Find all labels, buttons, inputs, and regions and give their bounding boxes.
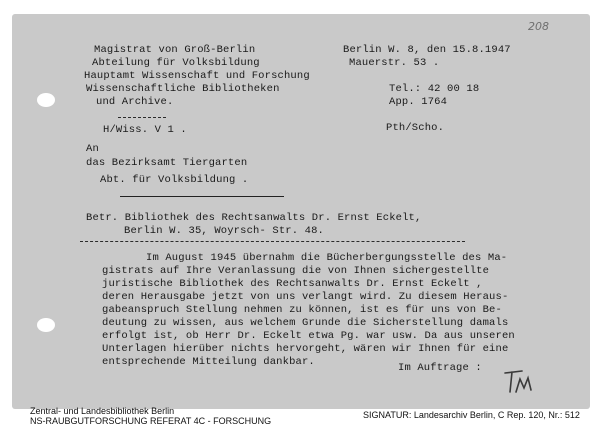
recipient-line-1: An: [86, 143, 99, 155]
footer-department: NS-RAUBGUTFORSCHUNG REFERAT 4C - FORSCHUNG: [30, 416, 272, 426]
recipient-line-3: Abt. für Volksbildung .: [100, 174, 249, 186]
recipient-underline: [120, 196, 284, 197]
footer-library: Zentral- und Landesbibliothek Berlin: [30, 406, 175, 416]
body-line-8: Unterlagen hierüber nichts hervorgeht, wären wir Ihnen für eine: [102, 343, 509, 355]
recipient-line-2: das Bezirksamt Tiergarten: [86, 157, 248, 169]
body-line-4: deren Herausgabe jetzt von uns verlangt wird. Zu diesem Heraus-: [102, 291, 509, 303]
footer-signature-ref: SIGNATUR: Landesarchiv Berlin, C Rep. 120, Nr.: 512: [363, 410, 580, 420]
phone-line-1: Tel.: 42 00 18: [389, 83, 480, 95]
body-line-3: juristische Bibliothek des Rechtsanwalts Dr. Ernst Eckelt ,: [102, 278, 483, 290]
archive-number: 208: [528, 20, 549, 33]
body-line-6: deutung zu wissen, aus welchem Grunde die Sicherstellung damals: [102, 317, 509, 329]
closing-phrase: Im Auftrage :: [398, 362, 482, 374]
sender-line-4: Wissenschaftliche Bibliotheken: [86, 83, 280, 95]
sender-line-2: Abteilung für Volksbildung: [92, 57, 260, 69]
subject-line-2: Berlin W. 35, Woyrsch- Str. 48.: [124, 225, 324, 237]
body-line-9: entsprechende Mitteilung dankbar.: [102, 356, 315, 368]
body-line-5: gabeanspruch Stellung nehmen zu können, ist es für uns von Be-: [102, 304, 502, 316]
subject-divider: [80, 241, 465, 242]
body-line-7: erfolgt ist, ob Herr Dr. Eckelt etwa Pg. war usw. Da aus unseren: [102, 330, 515, 342]
place-date-line-2: Mauerstr. 53 .: [349, 57, 440, 69]
sender-line-3: Hauptamt Wissenschaft und Forschung: [84, 70, 310, 82]
body-line-2: gistrats auf Ihre Veranlassung die von Ihnen sichergestellte: [102, 265, 490, 277]
place-date-line-1: Berlin W. 8, den 15.8.1947: [343, 44, 511, 56]
phone-line-2: App. 1764: [389, 96, 448, 108]
subject-line-1: Betr. Bibliothek des Rechtsanwalts Dr. Ernst Eckelt,: [86, 212, 422, 224]
punch-hole-top: [37, 93, 55, 107]
sender-reference: H/Wiss. V 1 .: [103, 124, 187, 136]
handwritten-signature: [500, 366, 540, 396]
punch-hole-bottom: [37, 318, 55, 332]
sender-divider: [118, 117, 166, 118]
typist-initials: Pth/Scho.: [386, 122, 445, 134]
body-line-1: Im August 1945 übernahm die Bücherbergungsstelle des Ma-: [146, 252, 508, 264]
sender-line-5: und Archive.: [96, 96, 174, 108]
sender-line-1: Magistrat von Groß-Berlin: [94, 44, 256, 56]
